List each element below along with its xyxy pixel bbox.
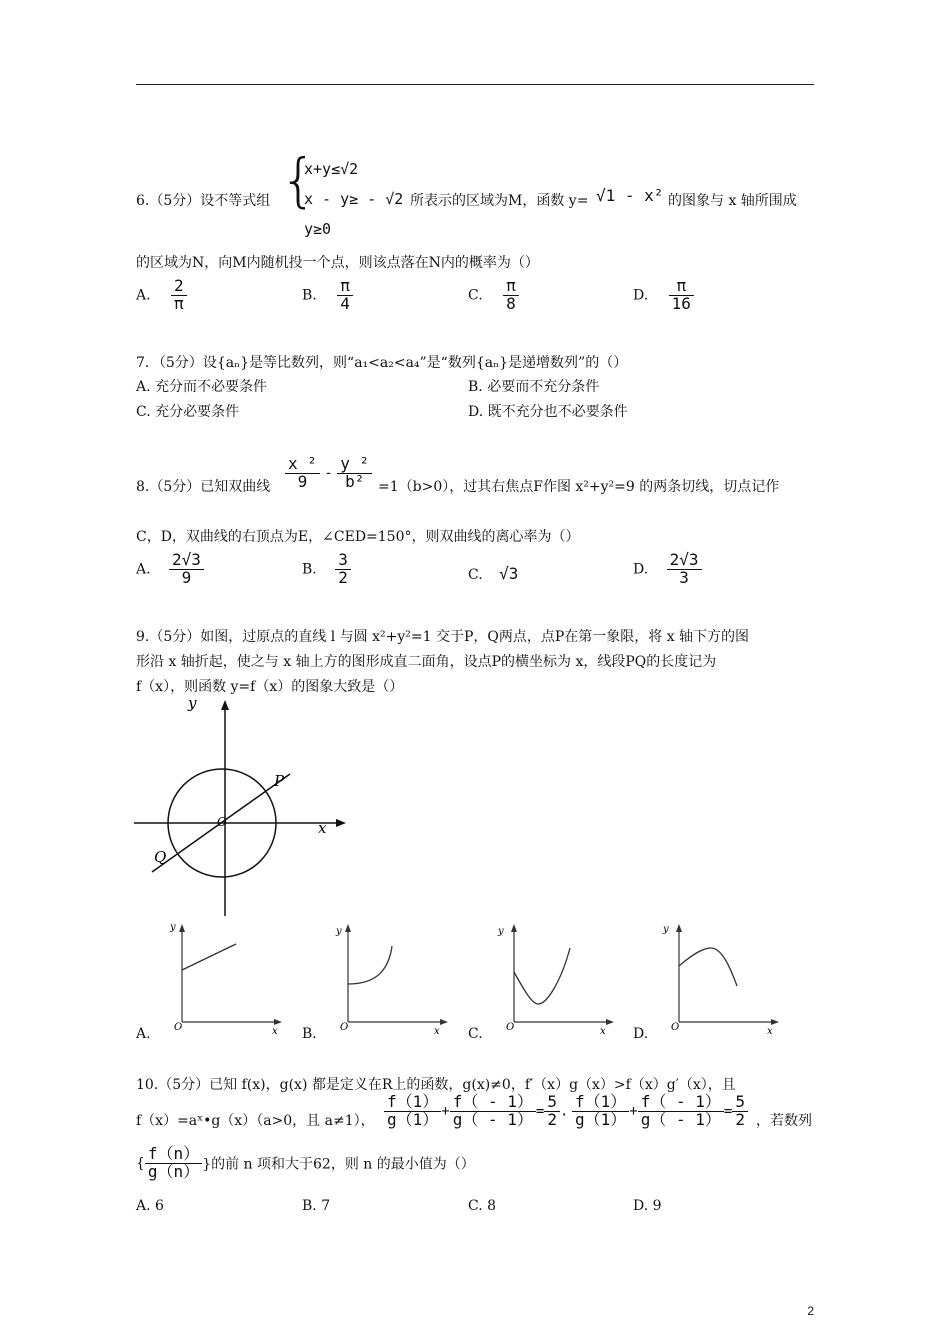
q8-option-d[interactable]: [633, 552, 702, 587]
q6-option-a-frac: [171, 278, 187, 313]
q9-a-curve: [182, 944, 236, 970]
q9-c-label-o: O: [506, 1022, 515, 1033]
q10-plus-2: +: [629, 1103, 638, 1120]
q10-frac-r2-num: 5: [732, 1094, 748, 1112]
q6-option-d-den: 16: [671, 293, 691, 313]
q6-sys2: x - y≥ - √2: [304, 190, 404, 208]
q9-option-c-label[interactable]: C.: [468, 1026, 483, 1042]
q10-frac-b2: [638, 1094, 724, 1129]
header-rule: [136, 84, 814, 85]
q10-frac-a: [384, 1094, 441, 1129]
q6-option-d-label: D.: [633, 287, 649, 304]
q9-a-label-o: O: [174, 1022, 183, 1033]
q9-b-curve: [348, 946, 392, 984]
q10-frac-r2: [732, 1094, 748, 1129]
q6-option-b-frac: [337, 278, 353, 313]
q6-option-a-num: 2: [171, 278, 187, 296]
q8-frac-y-num: y ²: [337, 456, 372, 474]
q8-minus: -: [324, 465, 333, 482]
q10-eq-2: =: [723, 1103, 733, 1120]
q9-line3: f（x），则函数 y=f（x）的图象大致是（）: [136, 679, 404, 695]
q6-sys1: x+y≤√2: [304, 160, 359, 178]
q9-option-a-label[interactable]: A.: [136, 1026, 151, 1042]
q9-d-label-y: y: [663, 924, 669, 935]
q9-option-b-label[interactable]: B.: [302, 1026, 317, 1042]
q10-frac-b2-den: g（ - 1）: [640, 1109, 721, 1129]
q10-eq-1: =: [535, 1103, 545, 1120]
q6-option-a-den: π: [174, 293, 184, 313]
q6-suffix: 的图象与 x 轴所围成: [668, 193, 797, 209]
q10-ratio-expr-1: [384, 1094, 568, 1129]
q9-b-label-y: y: [336, 926, 342, 937]
q10-frac-b2-num: f（ - 1）: [638, 1094, 724, 1112]
q7-option-c[interactable]: C. 充分必要条件: [136, 404, 240, 420]
q10-option-d[interactable]: D. 9: [633, 1198, 662, 1214]
q9-a-label-x: x: [272, 1026, 278, 1036]
q8-option-d-frac: [667, 552, 702, 587]
q8-option-b-num: 3: [335, 552, 351, 570]
q8-frac-x-num: x ²: [285, 456, 320, 474]
q9-option-a-graph[interactable]: [164, 918, 290, 1036]
q9-b-y-arrow: [345, 924, 351, 932]
page-number: 2: [807, 1304, 814, 1318]
q6-option-b-num: π: [337, 278, 353, 296]
q6-option-c-num: π: [503, 278, 519, 296]
q9-c-label-x: x: [600, 1026, 606, 1036]
q6-mid: 所表示的区域为M，函数 y=: [410, 193, 589, 209]
q9-c-x-arrow: [606, 1019, 614, 1025]
q9-label-q: Q: [154, 848, 167, 866]
q8-frac-y-den: b²: [345, 471, 365, 491]
q9-option-d-label[interactable]: D.: [633, 1026, 649, 1042]
q6-func: √1 - x²: [596, 186, 664, 205]
q10-frac-n-num: f（n）: [145, 1146, 202, 1164]
q6-option-c[interactable]: [468, 278, 519, 313]
q10-frac-a2: [572, 1094, 629, 1129]
q9-line1: 9.（5分）如图，过原点的直线 l 与圆 x²+y²=1 交于P，Q两点，点P在第一象限，将 x 轴下方的图: [136, 629, 750, 645]
q10-frac-r2-den: 2: [735, 1109, 745, 1129]
q9-option-b-graph[interactable]: [330, 918, 456, 1036]
q6-line2: 的区域为N，向M内随机投一个点，则该点落在N内的概率为（）: [136, 255, 539, 271]
q9-c-label-y: y: [498, 926, 504, 937]
q10-plus-1: +: [441, 1103, 450, 1120]
q9-d-x-arrow: [771, 1019, 779, 1025]
q7-option-a[interactable]: A. 充分而不必要条件: [136, 379, 268, 395]
q10-frac-n: [145, 1146, 202, 1181]
q9-option-c-graph[interactable]: [496, 918, 622, 1036]
q9-line2: 形沿 x 轴折起，使之与 x 轴上方的图形成直二面角，设点P的横坐标为 x，线段PQ的长度记为: [136, 654, 717, 670]
q6-option-d-frac: [669, 278, 694, 313]
q8-option-b-frac: [335, 552, 351, 587]
q8-suffix: =1（b>0），过其右焦点F作图 x²+y²=9 的两条切线，切点记作: [378, 479, 780, 495]
q10-line1: 10.（5分）已知 f(x)，g(x) 都是定义在R上的函数，g(x)≠0，f′（x）g（x）>f（x）g′（x），且: [136, 1077, 736, 1093]
q9-b-label-o: O: [340, 1022, 349, 1033]
q10-frac-b-den: g（ - 1）: [452, 1109, 533, 1129]
q6-option-a-label: A.: [136, 287, 151, 304]
q8-option-b[interactable]: [302, 552, 351, 587]
q9-a-label-y: y: [170, 922, 176, 933]
q10-frac-b-num: f（ - 1）: [450, 1094, 536, 1112]
q8-option-a-den: 9: [181, 567, 192, 587]
q9-option-d-graph[interactable]: [661, 918, 787, 1036]
q9-label-o: O: [217, 815, 227, 829]
q9-x-arrow: [336, 819, 346, 827]
q8-option-d-num: 2√3: [667, 552, 702, 570]
q10-option-a[interactable]: A. 6: [136, 1198, 164, 1214]
q10-ratio-expr-2: [572, 1094, 748, 1129]
q9-c-y-arrow: [511, 924, 517, 932]
q8-option-c-label: C.: [468, 567, 483, 583]
q8-option-c[interactable]: [468, 564, 518, 583]
q6-option-b-den: 4: [340, 293, 350, 313]
q8-prefix: 8.（5分）已知双曲线: [136, 479, 271, 495]
q6-option-c-frac: [503, 278, 519, 313]
q9-b-label-x: x: [434, 1026, 440, 1036]
q10-option-c[interactable]: C. 8: [468, 1198, 497, 1214]
q8-option-a[interactable]: [136, 552, 204, 587]
q9-d-label-x: x: [767, 1026, 773, 1036]
q9-label-p: P: [274, 772, 285, 790]
q10-frac-a2-num: f（1）: [572, 1094, 629, 1112]
q6-prefix: 6.（5分）设不等式组: [136, 193, 271, 209]
q8-option-c-value: √3: [499, 564, 519, 583]
q10-frac-a2-den: g（1）: [575, 1109, 627, 1129]
q8-option-a-label: A.: [136, 561, 151, 578]
q8-option-d-den: 3: [679, 567, 689, 587]
q6-option-d[interactable]: [633, 278, 694, 313]
q6-option-c-label: C.: [468, 287, 483, 304]
q9-a-y-arrow: [179, 924, 185, 932]
q9-d-y-arrow: [676, 924, 682, 932]
q6-option-c-den: 8: [506, 293, 516, 313]
q10-frac-n-den: g（n）: [147, 1161, 200, 1181]
q8-line2: C，D，双曲线的右顶点为E，∠CED=150°，则双曲线的离心率为（）: [136, 529, 580, 545]
q10-line3-rest: }的前 n 项和大于62，则 n 的最小值为（）: [202, 1156, 475, 1173]
q10-frac-b: [450, 1094, 536, 1129]
q9-label-x: x: [318, 819, 327, 837]
q10-frac-a-num: f（1）: [384, 1094, 441, 1112]
q10-frac-r: [544, 1094, 560, 1129]
q10-option-b[interactable]: B. 7: [302, 1198, 331, 1214]
q7-option-d[interactable]: D. 既不充分也不必要条件: [468, 404, 628, 420]
q8-option-d-label: D.: [633, 561, 649, 578]
q9-y-arrow: [221, 700, 229, 710]
q6-brace: {: [280, 146, 317, 214]
q10-dot: .: [559, 1103, 569, 1120]
q8-frac-y: [337, 456, 372, 491]
q7-stem: 7．（5分）设{aₙ}是等比数列，则“a₁<a₂<a₄”是“数列{aₙ}是递增数列”的（）: [136, 355, 628, 371]
q8-frac-x-den: 9: [297, 471, 308, 491]
q8-frac-x: [285, 456, 320, 491]
q6-option-a[interactable]: [136, 278, 187, 313]
q10-frac-r-den: 2: [547, 1109, 557, 1129]
q10-line3: [136, 1146, 475, 1181]
q8-option-b-label: B.: [302, 561, 317, 578]
q9-label-y: y: [188, 696, 197, 712]
q6-option-d-num: π: [669, 278, 694, 296]
q6-option-b[interactable]: [302, 278, 353, 313]
q10-frac-a-den: g（1）: [387, 1109, 439, 1129]
q10-line2-prefix: f（x）=aˣ•g（x）（a>0，且 a≠1），: [136, 1113, 375, 1129]
q8-option-a-num: 2√3: [169, 552, 204, 570]
q8-option-b-den: 2: [338, 567, 348, 587]
q7-option-b[interactable]: B. 必要而不充分条件: [468, 379, 600, 395]
q9-b-x-arrow: [440, 1019, 448, 1025]
q6-sys3: y≥0: [304, 220, 332, 238]
q10-frac-r-num: 5: [544, 1094, 560, 1112]
q6-option-b-label: B.: [302, 287, 317, 304]
q8-option-a-frac: [169, 552, 204, 587]
q8-hyperbola: [285, 456, 372, 491]
q10-brace-open: {: [136, 1155, 145, 1172]
q9-d-label-o: O: [671, 1022, 680, 1033]
q9-c-curve: [514, 948, 570, 1004]
q9-a-x-arrow: [274, 1019, 282, 1025]
q9-main-figure: [130, 696, 360, 920]
q9-d-curve: [679, 948, 737, 986]
q10-line2-suffix: ，若数列: [756, 1113, 812, 1129]
